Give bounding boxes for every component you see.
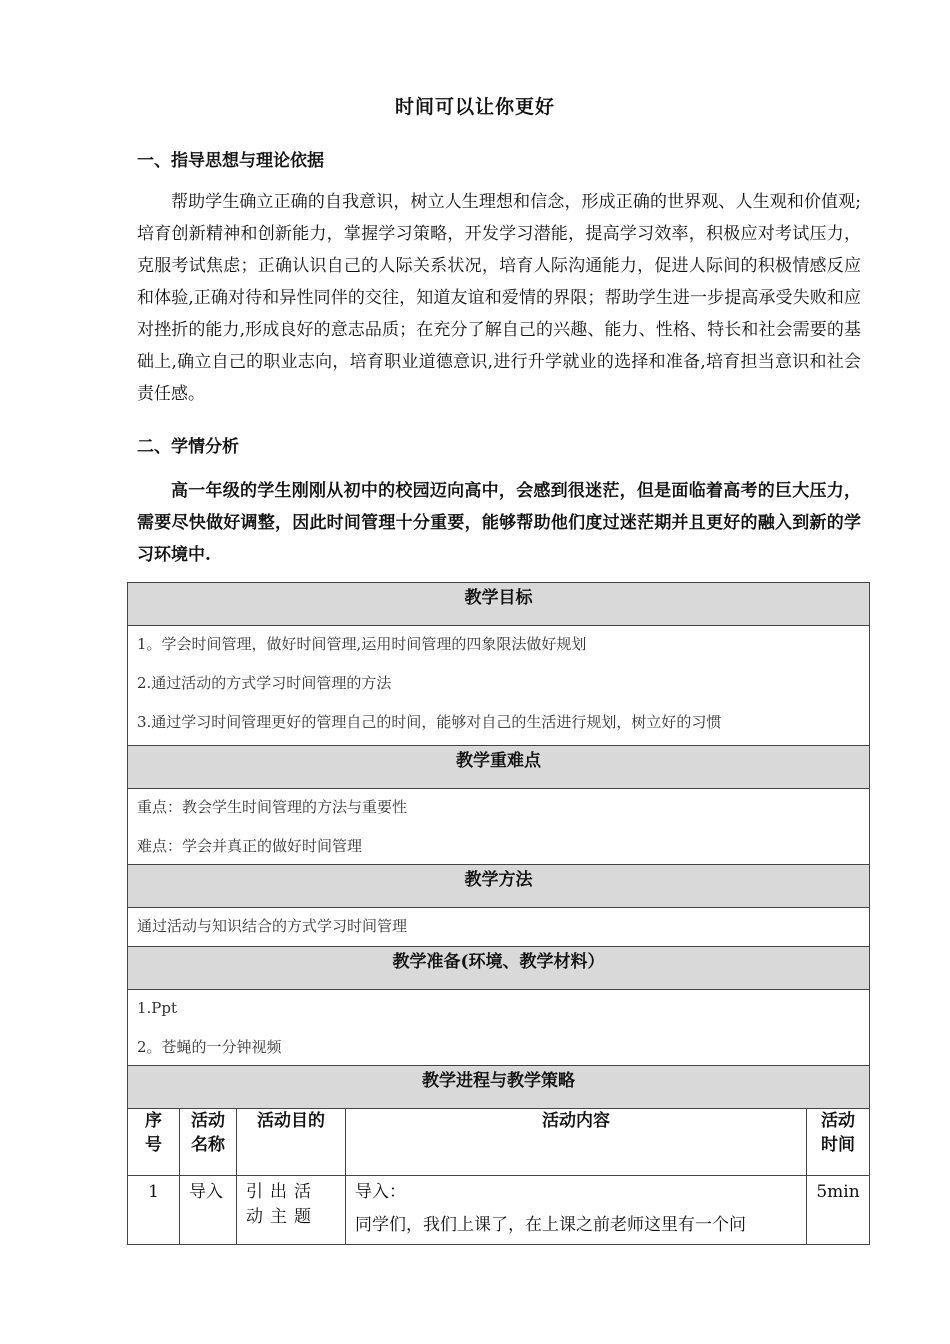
- process-column-headers: [128, 1109, 870, 1176]
- section-heading-guiding-thought: 一、指导思想与理论依据: [137, 151, 324, 171]
- process-heading: 教学进程与教学策略: [128, 1066, 870, 1109]
- row-activity-content: [346, 1176, 807, 1245]
- objectives-heading: 教学目标: [128, 583, 870, 626]
- methods-heading: 教学方法: [128, 865, 870, 908]
- row-activity-name: 导入: [180, 1176, 237, 1245]
- prep-item: 1.Ppt: [137, 999, 178, 1017]
- keypoints-list: [128, 789, 870, 865]
- methods-list: [128, 908, 870, 947]
- document-title: 时间可以让你更好: [394, 96, 555, 118]
- section-heading-student-analysis: 二、学情分析: [137, 437, 239, 457]
- section-body-guiding-thought: 帮助学生确立正确的自我意识，树立人生理想和信念，形成正确的世界观、人生观和价值观;培育创新精神和创新能力，掌握学习策略，开发学习潜能，提高学习效率，积极应对考试压力，克服考试焦虑；正确认识自己的人际关系状况，培育人际沟通能力，促进人际间的积极情感反应和体验,正确对待和异性同伴的交往，知道友谊和爱情的界限；帮助学生进一步提高承受失败和应对挫折的能力,形成良好的意志品质；在充分了解自己的兴趣、能力、性格、特长和社会需要的基础上,确立自己的职业志向，培育职业道德意识,进行升学就业的选择和准备,培育担当意识和社会责任感。: [137, 192, 861, 404]
- content-line: 同学们，我们上课了，在上课之前老师这里有一个问: [355, 1215, 746, 1235]
- keypoint-item: 难点：学会并真正的做好时间管理: [137, 837, 363, 855]
- prep-item: 2。苍蝇的一分钟视频: [137, 1038, 282, 1056]
- prep-list: [128, 990, 870, 1066]
- keypoint-item: 重点：教会学生时间管理的方法与重要性: [137, 798, 408, 816]
- objective-item: 3.通过学习时间管理更好的管理自己的时间，能够对自己的生活进行规划，树立好的习惯: [137, 713, 722, 731]
- row-num: 1: [128, 1176, 180, 1245]
- row-activity-time: 5min: [807, 1176, 870, 1245]
- prep-heading: 教学准备(环境、教学材料）: [128, 947, 870, 990]
- lesson-plan-table: [127, 582, 870, 1245]
- objectives-list: [128, 626, 870, 746]
- column-header-num: 序号: [128, 1109, 180, 1176]
- content-line: 导入：: [355, 1182, 406, 1202]
- column-header-time: 活动时间: [807, 1109, 870, 1176]
- objective-item: 2.通过活动的方式学习时间管理的方法: [137, 674, 392, 692]
- column-header-name: 活动名称: [180, 1109, 237, 1176]
- section-body-student-analysis: 高一年级的学生刚刚从初中的校园迈向高中，会感到很迷茫，但是面临着高考的巨大压力，需要尽快做好调整，因此时间管理十分重要，能够帮助他们度过迷茫期并且更好的融入到新的学习环境中.: [137, 481, 861, 565]
- row-activity-purpose: 引出活动主题: [237, 1176, 346, 1245]
- method-item: 通过活动与知识结合的方式学习时间管理: [137, 917, 408, 935]
- column-header-content: 活动内容: [346, 1109, 807, 1176]
- column-header-purpose: 活动目的: [237, 1109, 346, 1176]
- objective-item: 1。学会时间管理，做好时间管理,运用时间管理的四象限法做好规划: [137, 635, 587, 653]
- table-row: [128, 1176, 870, 1245]
- keypoints-heading: 教学重难点: [128, 746, 870, 789]
